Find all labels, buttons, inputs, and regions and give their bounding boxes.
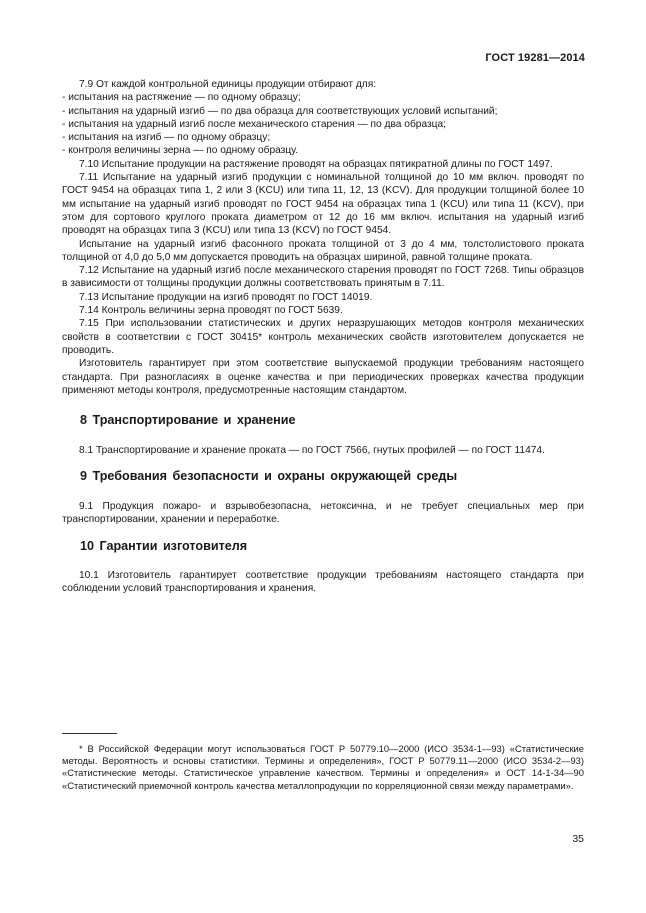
clause-9-1: 9.1 Продукция пожаро- и взрывобезопасна, нетоксична, и не требует специальных мер при транспортировании, хранении и переработке. xyxy=(62,501,584,526)
clause-7-15-continued: Изготовитель гарантирует при этом соответствие выпускаемой продукции требованиям настоящего стандарта. При разногласиях в оценке качества и при периодических проверках качества продукции применяют методы контроля, предусмотренные настоящим стандартом. xyxy=(62,358,584,396)
section-9-heading: 9 Требования безопасности и охраны окружающей среды xyxy=(80,469,458,483)
clause-7-13: 7.13 Испытание продукции на изгиб проводят по ГОСТ 14019. xyxy=(79,291,373,303)
section-8-heading: 8 Транспортирование и хранение xyxy=(80,413,296,427)
footnote-text: * В Российской Федерации могут использоваться ГОСТ Р 50779.10—2000 (ИСО 3534-1—93) «Статистические методы. Вероятность и основы статистики. Термины и определения», ГОСТ Р 50779.11—2000 (ИСО 3534-2—93) «Статистические методы. Статистическое управление качеством. Термины и определения» и ОСТ 14-1-34—90 «Статистический приемочной контроль качества металлопродукции по корреляционной связи между параметрами». xyxy=(62,743,584,791)
clause-7-9: 7.9 От каждой контрольной единицы продукции отбирают для: xyxy=(79,79,377,90)
clause-7-11-continued: Испытание на ударный изгиб фасонного проката толщиной от 3 до 4 мм, толстолистового проката толщиной от 4,0 до 5,0 мм допускается проводить на образцах шириной, равной толщине проката. xyxy=(62,238,584,263)
clause-7-10: 7.10 Испытание продукции на растяжение проводят на образцах пятикратной длины по ГОСТ 1497. xyxy=(79,158,553,170)
page-number: 35 xyxy=(572,833,584,845)
list-item: - испытания на растяжение — по одному образцу; xyxy=(62,92,301,104)
list-item: - контроля величины зерна — по одному образцу. xyxy=(62,145,299,157)
clause-7-14: 7.14 Контроль величины зерна проводят по ГОСТ 5639. xyxy=(79,305,343,317)
footnote-divider xyxy=(62,733,117,734)
section-10-body xyxy=(62,569,584,596)
section-9-body xyxy=(62,500,584,527)
clause-8-1: 8.1 Транспортирование и хранение проката — по ГОСТ 7566, гнутых профилей — по ГОСТ 11474. xyxy=(79,445,545,456)
section-10-heading: 10 Гарантии изготовителя xyxy=(80,539,248,553)
document-code: ГОСТ 19281—2014 xyxy=(485,52,585,64)
clause-7-11: 7.11 Испытание на ударный изгиб продукции с номинальной толщиной до 10 мм включ. проводят по ГОСТ 9454 на образцах типа 1, 2 или 3 (KCU) или типа 11, 12, 13 (KCV). Для продукции толщиной более 10 мм испытание на ударный изгиб проводят по ГОСТ 9454 на образцах типа 1 (KCU) или типа 11 (KCV), при этом для сортового круглого проката диаметром от 12 до 16 мм включ. испытания на ударный изгиб проводят на образцах типа 3 (KCU) или типа 13 (KCV) по ГОСТ 9454. xyxy=(62,172,584,237)
section-7-body xyxy=(62,78,584,397)
clause-10-1: 10.1 Изготовитель гарантирует соответствие продукции требованиям настоящего стандарта при соблюдении условий транспортирования и хранения. xyxy=(62,570,584,595)
list-item: - испытания на изгиб — по одному образцу; xyxy=(62,132,271,144)
section-8-body xyxy=(62,444,584,457)
footnote xyxy=(62,743,584,792)
list-item: - испытания на ударный изгиб после механического старения — по два образца; xyxy=(62,118,446,130)
clause-7-15: 7.15 При использовании статистических и других неразрушающих методов контроля механических свойств в соответствии с ГОСТ 30415* контроль механических свойств изготовителем допускается не проводить. xyxy=(62,318,584,356)
list-item: - испытания на ударный изгиб — по два образца для соответствующих условий испытаний; xyxy=(62,105,498,117)
clause-7-12: 7.12 Испытание на ударный изгиб после механического старения проводят по ГОСТ 7268. Типы образцов в зависимости от толщины продукции должны соответствовать принятым в 7.11. xyxy=(62,265,584,290)
